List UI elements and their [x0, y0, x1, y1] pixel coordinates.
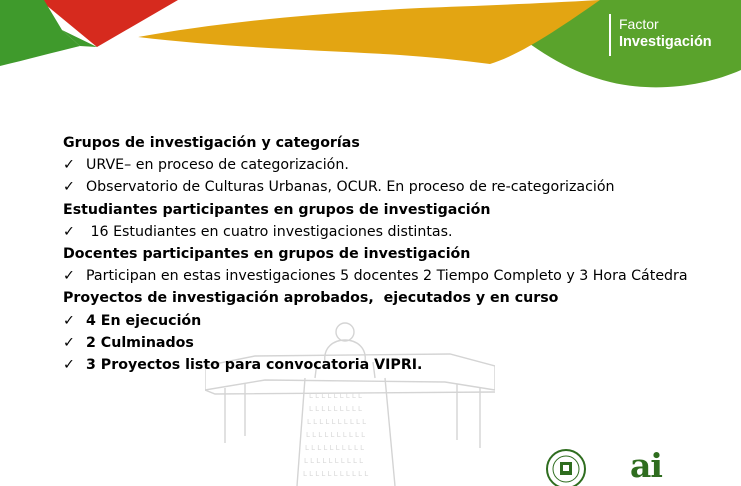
list-item: ✓ Participan en estas investigaciones 5 docentes 2 Tiempo Completo y 3 Hora Cátedra: [63, 265, 733, 287]
svg-text:L L L L L L L L L L: L L L L L L L L L L: [306, 431, 366, 439]
section-heading-proyectos: Proyectos de investigación aprobados, ejecutados y en curso: [63, 290, 559, 307]
svg-text:L L L L L L L L L L: L L L L L L L L L L: [305, 444, 365, 452]
svg-text:L L L L L L L L L: L L L L L L L L L: [309, 392, 362, 400]
list-item: ✓ 16 Estudiantes en cuatro investigaciones distintas.: [63, 221, 733, 243]
list-item: ✓ Observatorio de Culturas Urbanas, OCUR. En proceso de re-categorización: [63, 176, 733, 198]
checkmark-icon: ✓: [63, 157, 75, 174]
svg-text:L L L L L L L L L: L L L L L L L L L: [309, 405, 362, 413]
ai-logo: ai: [630, 446, 662, 485]
list-item: ✓ 4 En ejecución: [63, 310, 733, 332]
checkmark-icon: ✓: [63, 268, 75, 285]
checkmark-icon: ✓: [63, 223, 75, 240]
section-heading-docentes: Docentes participantes en grupos de investigación: [63, 246, 471, 263]
checkmark-icon: ✓: [63, 179, 75, 196]
section-heading-estudiantes: Estudiantes participantes en grupos de investigación: [63, 201, 491, 218]
brand-line-factor: Factor: [619, 16, 659, 32]
checkmark-icon: ✓: [63, 357, 75, 374]
list-item: ✓ URVE– en proceso de categorización.: [63, 154, 733, 176]
svg-text:L L L L L L L L L L: L L L L L L L L L L: [304, 457, 364, 465]
checkmark-icon: ✓: [63, 334, 75, 351]
content-body: [63, 132, 733, 376]
brand-title: [609, 14, 741, 56]
seal-logo-icon: [545, 448, 587, 486]
svg-text:L L L L L L L L L L L: L L L L L L L L L L L: [303, 470, 369, 478]
list-item: ✓ 3 Proyectos listo para convocatoria VIPRI.: [63, 354, 733, 376]
svg-text:L L L L L L L L L L: L L L L L L L L L L: [307, 418, 367, 426]
checkmark-icon: ✓: [63, 312, 75, 329]
brand-line-investigacion: Investigación: [619, 34, 712, 50]
list-item: ✓ 2 Culminados: [63, 332, 733, 354]
section-heading-grupos: Grupos de investigación y categorías: [63, 135, 360, 151]
